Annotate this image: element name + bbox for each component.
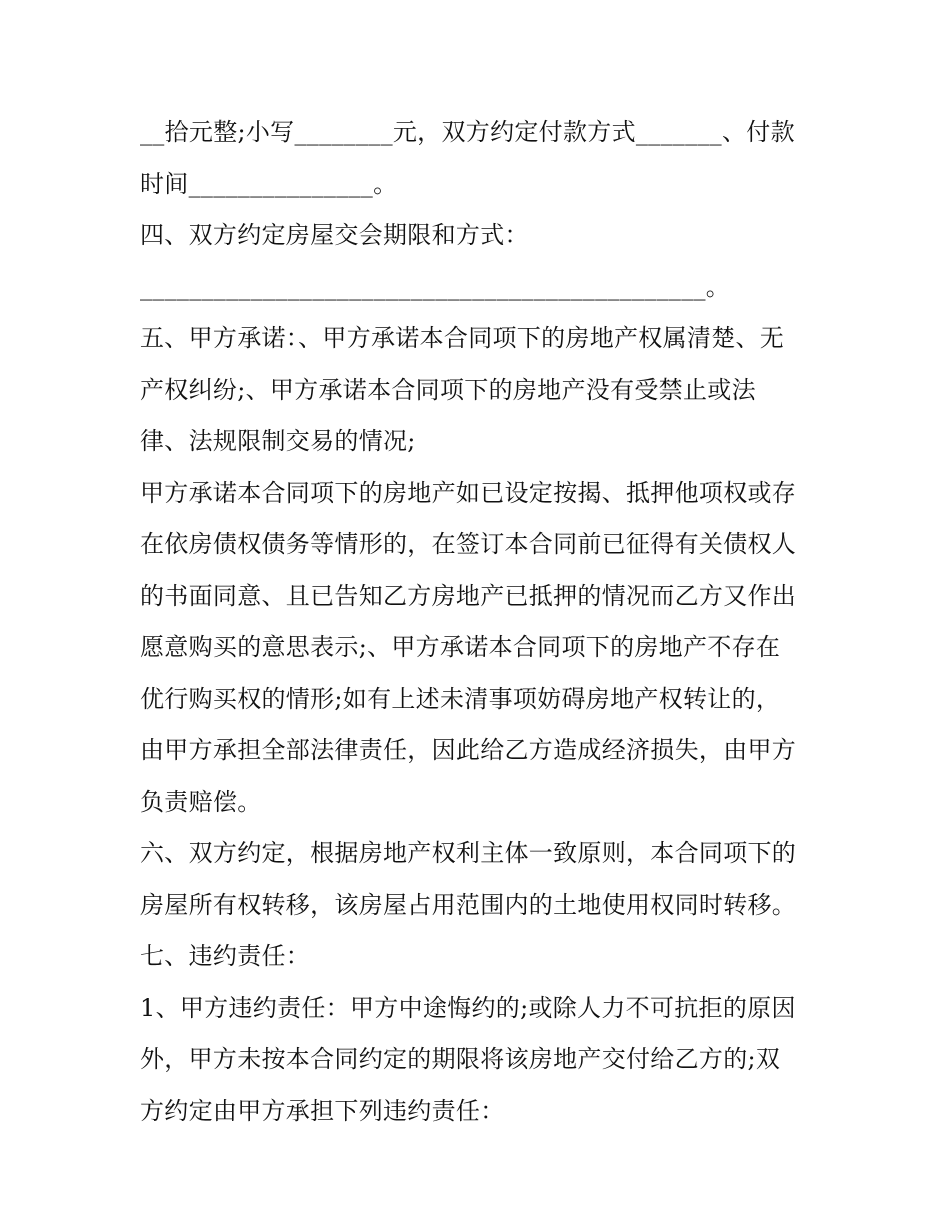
section-heading: 五、甲方承诺：、甲方承诺本合同项下的房地产权属清楚、无 (140, 324, 785, 352)
text-line: 时间_______________。 (140, 169, 398, 198)
document-body (140, 107, 820, 1137)
section-heading: 七、违约责任： (140, 942, 311, 970)
text-line: 甲方承诺本合同项下的房地产如已设定按揭、抵押他项权或存 (140, 478, 797, 507)
text-line: 方约定由甲方承担下列违约责任： (140, 1096, 505, 1125)
section-heading: 四、双方约定房屋交会期限和方式： (140, 221, 529, 249)
text-line: 产权纠纷;、甲方承诺本合同项下的房地产没有受禁止或法 (140, 375, 756, 404)
text-line: 律、法规限制交易的情况; (140, 427, 416, 455)
text-line: 由甲方承担全部法律责任，因此给乙方造成经济损失，由甲方 (140, 736, 797, 764)
text-line: 的书面同意、且已告知乙方房地产已抵押的情况而乙方又作出 (140, 581, 797, 610)
section-heading: 六、双方约定，根据房地产权利主体一致原则，本合同项下的 (140, 839, 797, 867)
text-line: 1、甲方违约责任：甲方中途悔约的;或除人力不可抗拒的原因 (140, 993, 796, 1022)
text-line: 负责赔偿。 (140, 787, 262, 816)
text-line: 愿意购买的意思表示;、甲方承诺本合同项下的房地产不存在 (140, 633, 781, 661)
text-line: __拾元整;小写________元，双方约定付款方式_______、付款 (140, 118, 795, 146)
text-line: ______________________________________________。 (140, 272, 731, 301)
text-line: 优行购买权的情形;如有上述未清事项妨碍房地产权转让的， (140, 684, 781, 713)
text-line: 外，甲方未按本合同约定的期限将该房地产交付给乙方的;双 (140, 1045, 781, 1073)
text-line: 房屋所有权转移，该房屋占用范围内的土地使用权同时转移。 (140, 890, 797, 919)
text-line: 在依房债权债务等情形的，在签订本合同前已征得有关债权人 (140, 530, 797, 558)
